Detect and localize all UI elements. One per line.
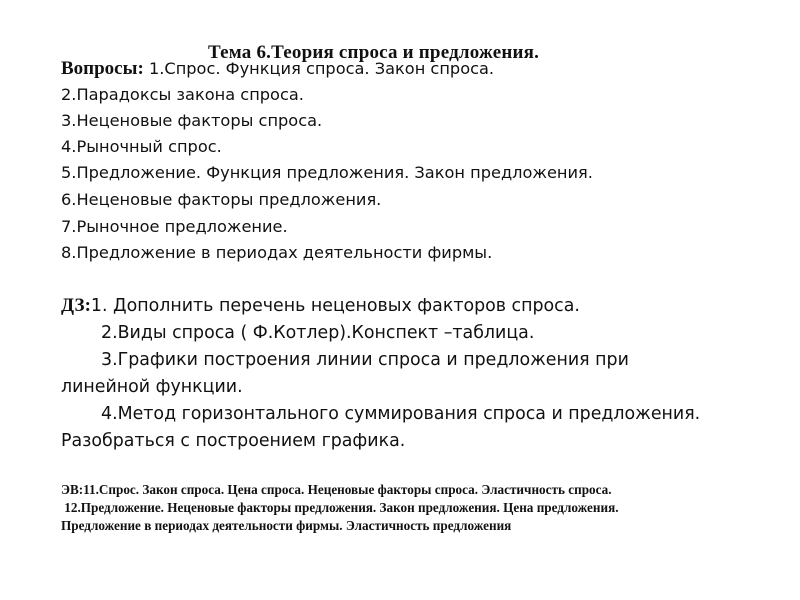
page-title: Тема 6.Теория спроса и предложения.	[208, 42, 540, 63]
eb-line: Предложение в периодах деятельности фирмы. Эластичность предложения	[61, 518, 512, 533]
questions-label: Вопросы:	[61, 58, 144, 79]
homework-item-continuation: Разобраться с построением графика.	[61, 431, 406, 451]
question-item: 2.Парадоксы закона спроса.	[61, 85, 304, 104]
question-item: 4.Рыночный спрос.	[61, 137, 222, 156]
question-item: 1.Спрос. Функция спроса. Закон спроса.	[148, 59, 495, 78]
homework-item-continuation: линейной функции.	[61, 377, 243, 397]
homework-item: 1. Дополнить перечень неценовых факторов спроса.	[90, 296, 580, 316]
homework-label: ДЗ:	[61, 295, 91, 316]
eb-line: ЭВ:11.Спрос. Закон спроса. Цена спроса. Неценовые факторы спроса. Эластичность спроса.	[61, 482, 612, 497]
eb-line: 12.Предложение. Неценовые факторы предложения. Закон предложения. Цена предложения.	[61, 500, 619, 515]
homework-item: 2.Виды спроса ( Ф.Котлер).Конспект –таблица.	[101, 323, 535, 343]
homework-item: 3.Графики построения линии спроса и предложения при	[101, 350, 629, 370]
question-item: 5.Предложение. Функция предложения. Закон предложения.	[61, 163, 593, 182]
question-item: 6.Неценовые факторы предложения.	[61, 190, 382, 209]
homework-item: 4.Метод горизонтального суммирования спроса и предложения.	[101, 404, 701, 424]
question-item: 3.Неценовые факторы спроса.	[61, 111, 323, 130]
question-item: 8.Предложение в периодах деятельности фирмы.	[61, 243, 493, 262]
homework-first-line	[61, 296, 580, 316]
question-item: 7.Рыночное предложение.	[61, 217, 288, 236]
